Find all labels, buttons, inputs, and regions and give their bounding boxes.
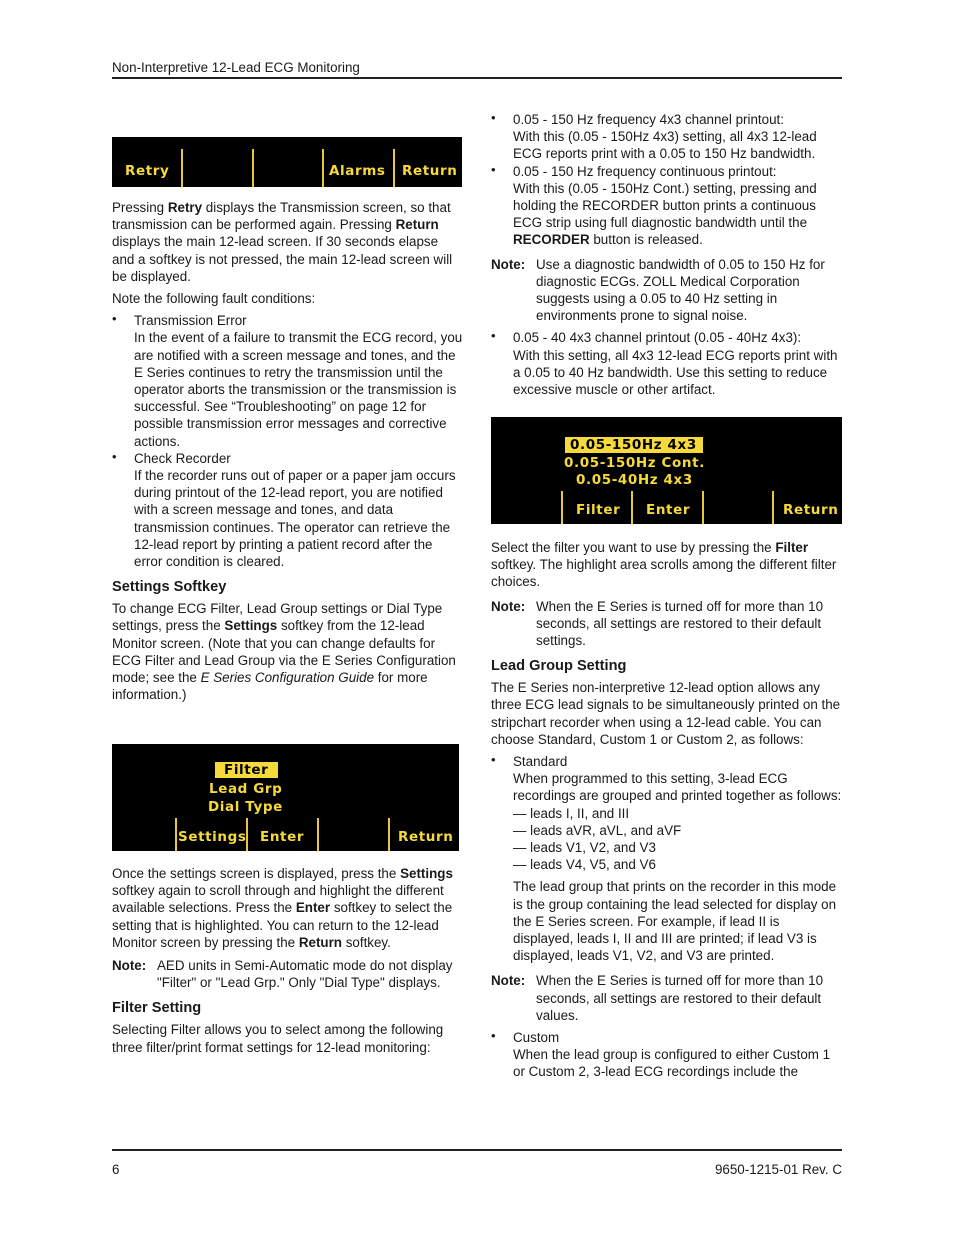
settings-paragraph: To change ECG Filter, Lead Group settings or Dial Type settings, press the Settings softkey from the 12-lead Monitor screen. (Note that you can change defaults for ECG Filter and Lead Group via the E Series Configuration mode; see the E Series Configuration Guide for more information.) bbox=[112, 601, 456, 703]
softkey-divider bbox=[388, 818, 390, 851]
page-number: 6 bbox=[112, 1162, 120, 1177]
header-rule bbox=[112, 77, 842, 79]
filter-screen bbox=[491, 417, 842, 524]
transmission-screen bbox=[112, 137, 462, 187]
left-column-upper bbox=[112, 199, 464, 708]
softkey-divider bbox=[322, 149, 324, 187]
fault-intro: Note the following fault conditions: bbox=[112, 291, 316, 307]
note-values-restored: Note: When the E Series is turned off for more than 10 seconds, all settings are restored to their default values. bbox=[491, 973, 824, 1023]
bullet-150hz-cont: • 0.05 - 150 Hz frequency continuous printout: bbox=[491, 163, 843, 180]
enter-softkey[interactable]: Enter bbox=[646, 502, 691, 518]
lead-group-paragraph: The E Series non-interpretive 12-lead option allows any three ECG lead signals to be simultaneously printed on the stripchart recorder when using a 12-lead cable. You can choose Standard, Custom 1 or Custom 2, as follows: bbox=[491, 680, 841, 747]
bullet-40hz-4x3: • 0.05 - 40 4x3 channel printout (0.05 - 40Hz 4x3): bbox=[491, 329, 843, 346]
menu-dial-type[interactable]: Dial Type bbox=[208, 799, 283, 815]
enter-softkey[interactable]: Enter bbox=[260, 829, 305, 845]
footer-rule bbox=[112, 1149, 842, 1151]
running-header: Non-Interpretive 12-Lead ECG Monitoring bbox=[112, 60, 360, 75]
lead-group-item: — leads I, II, and III bbox=[513, 805, 630, 821]
select-filter-paragraph: Select the filter you want to use by pressing the Filter softkey. The highlight area scrolls among the different filter choices. bbox=[491, 540, 837, 590]
lead-group-item: — leads aVR, aVL, and aVF bbox=[513, 822, 682, 838]
softkey-divider bbox=[252, 149, 254, 187]
bullet-150hz-4x3: • 0.05 - 150 Hz frequency 4x3 channel printout: bbox=[491, 111, 843, 128]
alarms-softkey[interactable]: Alarms bbox=[329, 163, 386, 179]
40hz-4x3-text: With this setting, all 4x3 12-lead ECG reports print with a 0.05 to 40 Hz bandwidth. Use this setting to reduce excessive muscle or other artifact. bbox=[513, 347, 838, 398]
lead-group-item: — leads V1, V2, and V3 bbox=[513, 840, 656, 856]
note-bandwidth: Note: Use a diagnostic bandwidth of 0.05 to 150 Hz for diagnostic ECGs. ZOLL Medical Corporation suggests using a 0.05 to 40 Hz setting in environments prone to signal noise. bbox=[491, 256, 825, 324]
document-number: 9650-1215-01 Rev. C bbox=[714, 1162, 842, 1177]
bullet-transmission-error: • Transmission Error bbox=[112, 312, 464, 329]
transmission-error-text: In the event of a failure to transmit the ECG record, you are notified with a screen message and tones, and the E Series continues to retry the transmission until the operator aborts the transmission or the transmission is successful. See “Troubleshooting” on page 12 for possible transmission error messages and corrective actions. bbox=[134, 330, 463, 449]
filter-softkey[interactable]: Filter bbox=[576, 502, 621, 518]
150hz-4x3-text: With this (0.05 - 150Hz 4x3) setting, all 4x3 12-lead ECG reports print with a 0.05 to 150 Hz bandwidth. bbox=[513, 129, 817, 162]
menu-40hz-4x3[interactable]: 0.05-40Hz 4x3 bbox=[576, 472, 693, 488]
settings-softkey[interactable]: Settings bbox=[178, 829, 247, 845]
right-column-upper bbox=[491, 111, 843, 398]
bullet-standard: • Standard bbox=[491, 753, 843, 770]
settings-screen-paragraph: Once the settings screen is displayed, press the Settings softkey again to scroll through and highlight the different available selections. Press the Enter softkey to select the setting that is highlighted. You can return to the 12-lead Monitor screen by pressing the Return softkey. bbox=[112, 866, 453, 950]
return-softkey[interactable]: Return bbox=[783, 502, 839, 518]
menu-150hz-cont[interactable]: 0.05-150Hz Cont. bbox=[564, 455, 705, 471]
retry-paragraph: Pressing Retry displays the Transmission screen, so that transmission can be performed again. Pressing Return displays the main 12-lead screen. If 30 seconds elapse and a softkey is not pressed, the main 12-lead screen will be displayed. bbox=[112, 200, 453, 284]
softkey-divider bbox=[561, 491, 563, 524]
softkey-divider bbox=[393, 149, 395, 187]
lead-group-heading: Lead Group Setting bbox=[491, 658, 627, 675]
menu-filter[interactable]: Filter bbox=[224, 762, 269, 778]
return-softkey[interactable]: Return bbox=[398, 829, 454, 845]
standard-text-2: The lead group that prints on the recorder in this mode is the group containing the lead selected for display on the E Series screen. For example, if lead II is displayed, leads I, II and III are printed; if lead V3 is displayed, leads V1, V2, and V3 are printed. bbox=[513, 879, 837, 964]
filter-paragraph: Selecting Filter allows you to select among the following three filter/print format settings for 12-lead monitoring: bbox=[112, 1022, 444, 1055]
softkey-divider bbox=[772, 491, 774, 524]
softkey-divider bbox=[175, 818, 177, 851]
bullet-check-recorder: • Check Recorder bbox=[112, 450, 464, 467]
softkey-divider bbox=[702, 491, 704, 524]
softkey-divider bbox=[317, 818, 319, 851]
check-recorder-text: If the recorder runs out of paper or a paper jam occurs during printout of the 12-lead report, you are notified with a screen message and tones, and data transmission continues. The operator can retrieve the 12-lead report by printing a patient record after the error condition is cleared. bbox=[134, 468, 456, 570]
150hz-cont-text: With this (0.05 - 150Hz Cont.) setting, pressing and holding the RECORDER button prints a continuous ECG strip using full diagnostic bandwidth until the RECORDER button is released. bbox=[513, 180, 817, 248]
return-softkey[interactable]: Return bbox=[402, 163, 458, 179]
right-column-lower bbox=[491, 539, 843, 1081]
bullet-custom: • Custom bbox=[491, 1029, 843, 1046]
settings-softkey-heading: Settings Softkey bbox=[112, 579, 227, 596]
left-column-lower bbox=[112, 865, 464, 1061]
retry-softkey[interactable]: Retry bbox=[125, 163, 170, 179]
menu-150hz-4x3[interactable]: 0.05-150Hz 4x3 bbox=[570, 437, 697, 453]
softkey-divider bbox=[181, 149, 183, 187]
softkey-divider bbox=[631, 491, 633, 524]
settings-screen bbox=[112, 744, 459, 851]
note-settings-restored: Note: When the E Series is turned off for more than 10 seconds, all settings are restored to their default settings. bbox=[491, 598, 824, 649]
lead-group-item: — leads V4, V5, and V6 bbox=[513, 857, 656, 873]
custom-text: When the lead group is configured to either Custom 1 or Custom 2, 3-lead ECG recordings include the bbox=[513, 1047, 831, 1080]
standard-text: When programmed to this setting, 3-lead ECG recordings are grouped and printed together as follows: bbox=[513, 771, 842, 804]
filter-setting-heading: Filter Setting bbox=[112, 1000, 202, 1017]
note-aed: Note: AED units in Semi-Automatic mode do not display "Filter" or "Lead Grp." Only "Dial Type" displays. bbox=[112, 958, 453, 991]
menu-lead-grp[interactable]: Lead Grp bbox=[209, 781, 283, 797]
